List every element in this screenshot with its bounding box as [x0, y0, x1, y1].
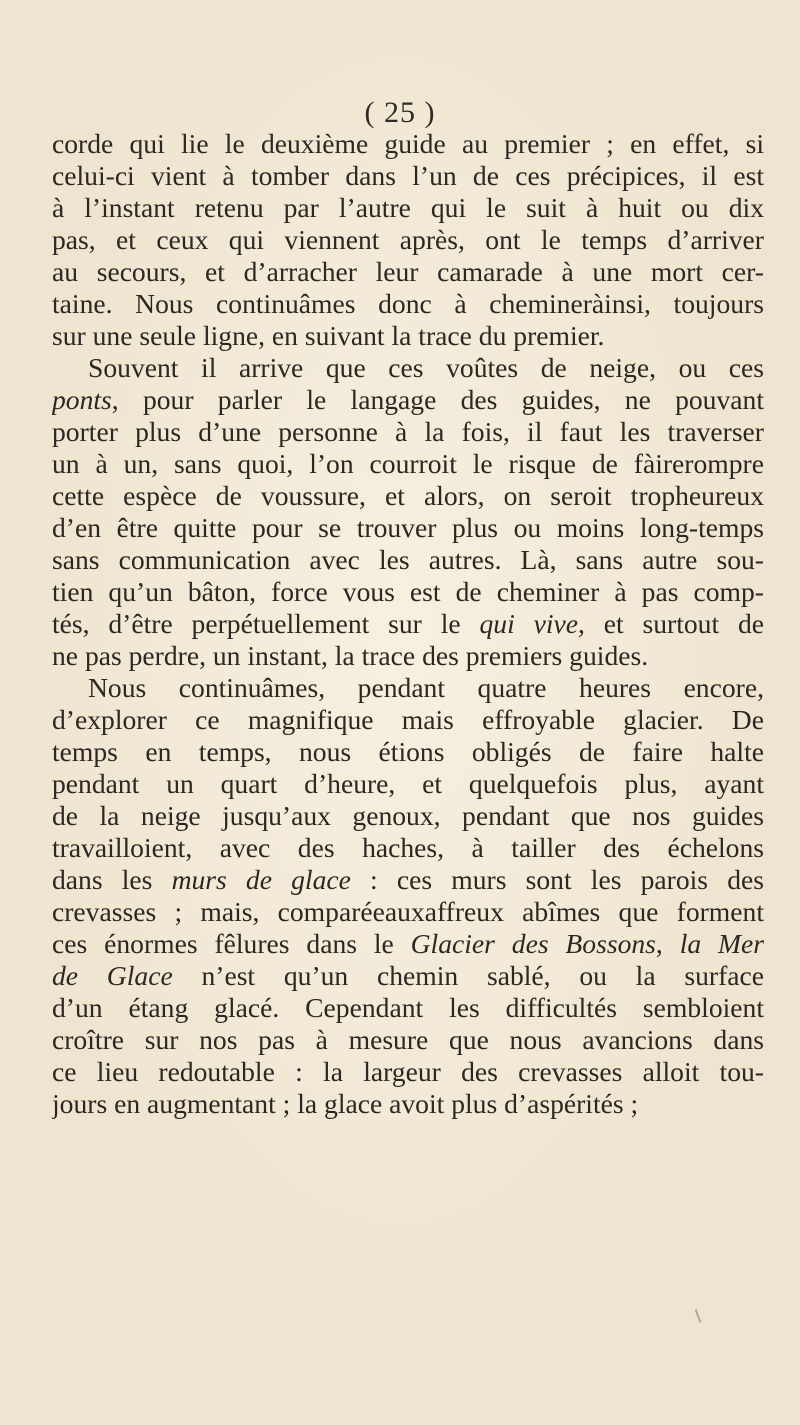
text-line [52, 160, 764, 192]
text-segment: corde qui lie le deuxième guide au premier ; en effet, si [52, 128, 764, 159]
text-segment: jours en augmentant ; la glace avoit plus d’aspérités ; [52, 1088, 639, 1119]
text-line [52, 320, 764, 352]
italic-text: qui vive [479, 608, 578, 639]
stray-mark [695, 1309, 702, 1323]
text-line [52, 288, 764, 320]
text-line [52, 640, 764, 672]
text-line [52, 1024, 764, 1056]
text-segment: Souvent il arrive que ces voûtes de neige, ou ces [88, 352, 764, 383]
italic-text: murs de glace [171, 864, 351, 895]
italic-text: Glacier des Bossons [410, 928, 656, 959]
text-line [52, 416, 764, 448]
text-segment: de la neige jusqu’aux genoux, pendant que nos guides [52, 800, 764, 831]
text-line [52, 896, 764, 928]
text-segment: ces énormes fêlures dans le [52, 928, 411, 959]
text-line [52, 480, 764, 512]
text-segment: à l’instant retenu par l’autre qui le suit à huit ou dix [52, 192, 764, 223]
text-segment: d’explorer ce magnifique mais effroyable glacier. De [52, 704, 764, 735]
text-segment: ce lieu redoutable : la largeur des crevasses alloit tou- [52, 1056, 764, 1087]
text-line [52, 1056, 764, 1088]
text-line [52, 672, 764, 704]
text-segment: celui-ci vient à tomber dans l’un de ces précipices, il est [52, 160, 764, 191]
text-line [52, 704, 764, 736]
text-segment: , [655, 928, 680, 959]
text-segment: : ces murs sont les parois des [350, 864, 764, 895]
text-segment: Nous continuâmes, pendant quatre heures encore, [88, 672, 764, 703]
text-line [52, 608, 764, 640]
text-line [52, 128, 764, 160]
text-line [52, 544, 764, 576]
text-segment: d’un étang glacé. Cependant les difficultés sembloient [52, 992, 764, 1023]
text-segment: pas, et ceux qui viennent après, ont le temps d’arriver [52, 224, 764, 255]
text-line [52, 768, 764, 800]
text-segment: , et surtout de [577, 608, 764, 639]
text-line [52, 832, 764, 864]
text-segment: n’est qu’un chemin sablé, ou la surface [172, 960, 764, 991]
text-segment: sur une seule ligne, en suivant la trace du premier. [52, 320, 605, 351]
text-segment: tés, d’être perpétuellement sur le [52, 608, 480, 639]
text-segment: au secours, et d’arracher leur camarade à une mort cer- [52, 256, 764, 287]
text-segment: d’en être quitte pour se trouver plus ou moins long-temps [52, 512, 764, 543]
text-segment: ne pas perdre, un instant, la trace des premiers guides. [52, 640, 649, 671]
text-line [52, 192, 764, 224]
text-segment: dans les [52, 864, 172, 895]
text-segment: un à un, sans quoi, l’on courroit le risque de fàirerompre [52, 448, 764, 479]
text-segment: taine. Nous continuâmes donc à chemineràinsi, toujours [52, 288, 764, 319]
text-line [52, 384, 764, 416]
text-segment: croître sur nos pas à mesure que nous avancions dans [52, 1024, 764, 1055]
text-line [52, 256, 764, 288]
text-line [52, 960, 764, 992]
text-line [52, 1088, 764, 1120]
text-segment: travailloient, avec des haches, à tailler des échelons [52, 832, 764, 863]
body-text [52, 128, 764, 1120]
text-line [52, 224, 764, 256]
italic-text: la Mer [679, 928, 764, 959]
italic-text: de Glace [52, 960, 173, 991]
text-segment: crevasses ; mais, comparéeauxaffreux abîmes que forment [52, 896, 764, 927]
text-line [52, 448, 764, 480]
text-line [52, 800, 764, 832]
text-segment: sans communication avec les autres. Là, sans autre sou- [52, 544, 764, 575]
text-segment: temps en temps, nous étions obligés de faire halte [52, 736, 764, 767]
text-line [52, 864, 764, 896]
text-line [52, 736, 764, 768]
text-segment: tien qu’un bâton, force vous est de cheminer à pas comp- [52, 576, 764, 607]
text-line [52, 992, 764, 1024]
text-line [52, 352, 764, 384]
page-number: ( 25 ) [364, 96, 436, 129]
text-segment: cette espèce de voussure, et alors, on seroit tropheureux [52, 480, 764, 511]
text-line [52, 576, 764, 608]
text-segment: porter plus d’une personne à la fois, il faut les traverser [52, 416, 764, 447]
text-segment: , pour parler le langage des guides, ne pouvant [111, 384, 764, 415]
italic-text: ponts [52, 384, 112, 415]
text-line [52, 512, 764, 544]
text-segment: pendant un quart d’heure, et quelquefois plus, ayant [52, 768, 764, 799]
text-line [52, 928, 764, 960]
